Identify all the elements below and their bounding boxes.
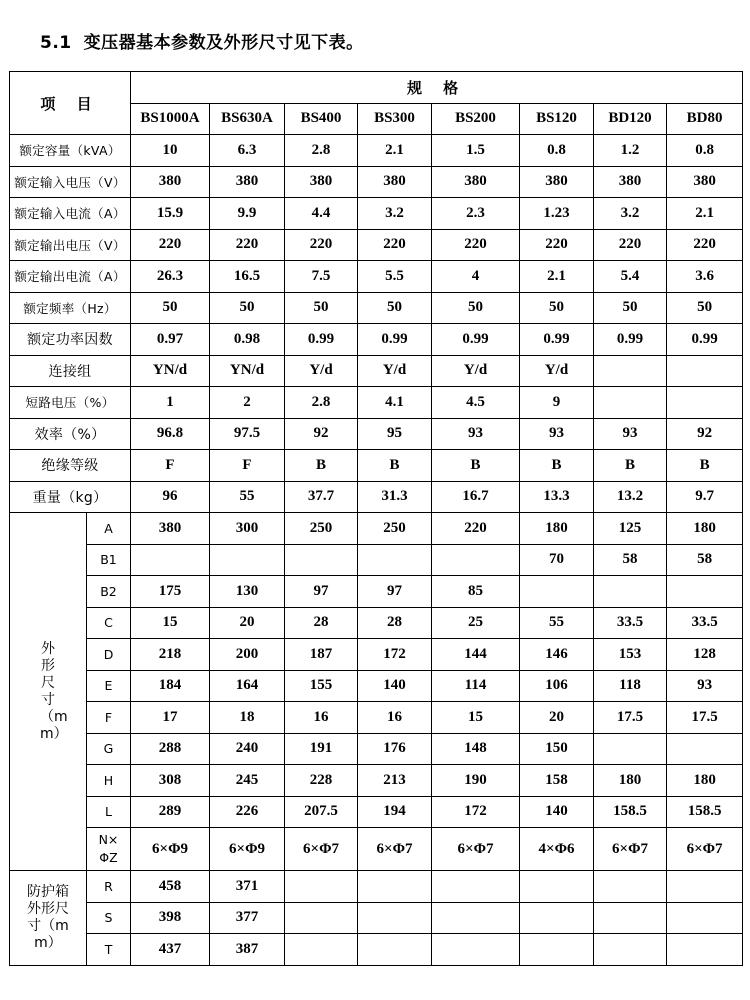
param-value: 4.5 — [432, 387, 520, 419]
box-dimension-value: 398 — [131, 902, 210, 934]
dimension-value: 16 — [358, 702, 432, 734]
dimension-code — [87, 513, 131, 545]
param-label: 额定频率（Hz） — [10, 292, 131, 324]
dimension-code-text: N×ΦZ — [98, 832, 119, 865]
dimension-value: 125 — [594, 513, 667, 545]
param-value: 13.2 — [594, 481, 667, 513]
param-value: 7.5 — [285, 261, 358, 293]
dimension-value: 4×Φ6 — [520, 828, 594, 871]
box-dimension-code: T — [87, 934, 131, 966]
box-dimension-value — [667, 871, 743, 903]
param-value: 4 — [432, 261, 520, 293]
dimension-code — [87, 607, 131, 639]
dimension-value: 245 — [210, 765, 285, 797]
param-value: 50 — [667, 292, 743, 324]
param-value: 220 — [131, 229, 210, 261]
param-value: Y/d — [520, 355, 594, 387]
dimension-value: 153 — [594, 639, 667, 671]
dimension-value: 380 — [131, 513, 210, 545]
param-value: 4.4 — [285, 198, 358, 230]
dimension-value: 194 — [358, 796, 432, 828]
param-row — [10, 450, 743, 482]
dimension-value: 114 — [432, 670, 520, 702]
section-title: 变压器基本参数及外形尺寸见下表。 — [83, 33, 364, 53]
dimension-value: 85 — [432, 576, 520, 608]
param-value: B — [432, 450, 520, 482]
param-label: 效率（%） — [10, 418, 131, 450]
param-value: 13.3 — [520, 481, 594, 513]
dimension-value: 28 — [285, 607, 358, 639]
param-value: 380 — [520, 166, 594, 198]
dimension-value: 106 — [520, 670, 594, 702]
dimension-value: 250 — [285, 513, 358, 545]
box-dimension-value — [358, 871, 432, 903]
box-dimension-value: 377 — [210, 902, 285, 934]
param-label: 绝缘等级 — [10, 450, 131, 482]
param-label: 额定输入电压（V） — [10, 166, 131, 198]
param-value: 93 — [520, 418, 594, 450]
param-value: YN/d — [131, 355, 210, 387]
dimension-group-text: 外形尺寸（mm） — [40, 640, 68, 742]
param-value: 96.8 — [131, 418, 210, 450]
param-value: Y/d — [432, 355, 520, 387]
dimension-row — [10, 733, 743, 765]
dimension-code-text: E — [104, 678, 113, 694]
dimension-code — [87, 639, 131, 671]
box-dimension-value — [667, 934, 743, 966]
dimension-value: 289 — [131, 796, 210, 828]
section-heading — [40, 28, 364, 53]
param-value: 50 — [210, 292, 285, 324]
box-dimension-value — [432, 871, 520, 903]
param-value: 3.6 — [667, 261, 743, 293]
box-dimension-value — [520, 902, 594, 934]
param-value: Y/d — [358, 355, 432, 387]
box-dimension-value — [520, 871, 594, 903]
dimension-value: 172 — [432, 796, 520, 828]
param-value: 3.2 — [594, 198, 667, 230]
box-dimension-code: R — [87, 871, 131, 903]
param-row — [10, 355, 743, 387]
param-value: YN/d — [210, 355, 285, 387]
dimension-code — [87, 765, 131, 797]
param-value: 0.99 — [358, 324, 432, 356]
param-row — [10, 229, 743, 261]
dimension-value: 240 — [210, 733, 285, 765]
box-dimension-value: 437 — [131, 934, 210, 966]
param-row — [10, 135, 743, 167]
dimension-code-text: G — [103, 741, 114, 757]
box-dimension-value — [358, 902, 432, 934]
dimension-value: 158 — [520, 765, 594, 797]
dimension-value: 155 — [285, 670, 358, 702]
section-number: 5.1 — [40, 33, 72, 53]
dimension-value: 6×Φ7 — [432, 828, 520, 871]
param-value: 50 — [432, 292, 520, 324]
param-value: 3.2 — [358, 198, 432, 230]
param-value: 0.8 — [520, 135, 594, 167]
dimension-value: 6×Φ9 — [131, 828, 210, 871]
dimension-value: 180 — [594, 765, 667, 797]
spec-header: 规 格 — [131, 72, 743, 104]
param-value: 96 — [131, 481, 210, 513]
param-value: 97.5 — [210, 418, 285, 450]
param-value — [594, 355, 667, 387]
param-value — [667, 387, 743, 419]
dimension-value: 228 — [285, 765, 358, 797]
param-value: 220 — [594, 229, 667, 261]
dimension-code-text: C — [104, 615, 113, 631]
param-value: B — [358, 450, 432, 482]
box-dimension-row — [10, 902, 743, 934]
param-value: 0.99 — [432, 324, 520, 356]
param-value: 0.8 — [667, 135, 743, 167]
box-dimension-value — [520, 934, 594, 966]
dimension-row — [10, 513, 743, 545]
dimension-value — [594, 576, 667, 608]
dimension-value: 180 — [667, 513, 743, 545]
param-value: 26.3 — [131, 261, 210, 293]
param-value: 0.99 — [285, 324, 358, 356]
dimension-value: 6×Φ7 — [667, 828, 743, 871]
param-value: 31.3 — [358, 481, 432, 513]
param-value: 380 — [594, 166, 667, 198]
param-value: 1.5 — [432, 135, 520, 167]
dimension-code-text: D — [103, 646, 114, 662]
box-dimension-code: S — [87, 902, 131, 934]
param-value: 9 — [520, 387, 594, 419]
param-label: 短路电压（%） — [10, 387, 131, 419]
dimension-value: 58 — [667, 544, 743, 576]
dimension-row — [10, 765, 743, 797]
param-value: 0.98 — [210, 324, 285, 356]
param-value: 9.7 — [667, 481, 743, 513]
param-value: 0.97 — [131, 324, 210, 356]
dimension-value: 118 — [594, 670, 667, 702]
dimension-code-text: L — [105, 804, 112, 820]
dimension-code — [87, 828, 131, 871]
model-name: BS400 — [285, 103, 358, 135]
dimension-value: 300 — [210, 513, 285, 545]
dimension-value: 58 — [594, 544, 667, 576]
param-value: 10 — [131, 135, 210, 167]
param-value: 92 — [285, 418, 358, 450]
param-value — [594, 387, 667, 419]
param-label: 额定输出电压（V） — [10, 229, 131, 261]
dimension-value — [594, 733, 667, 765]
param-label: 额定功率因数 — [10, 324, 131, 356]
param-label: 额定输入电流（A） — [10, 198, 131, 230]
dimension-value: 175 — [131, 576, 210, 608]
box-group-text: 防护箱外形尺寸（mm） — [27, 883, 69, 951]
dimension-value: 226 — [210, 796, 285, 828]
param-value: 50 — [520, 292, 594, 324]
param-value: 220 — [520, 229, 594, 261]
param-value: 2.1 — [520, 261, 594, 293]
param-value: 92 — [667, 418, 743, 450]
param-value: 220 — [358, 229, 432, 261]
dimension-value: 250 — [358, 513, 432, 545]
param-row — [10, 324, 743, 356]
dimension-value: 130 — [210, 576, 285, 608]
dimension-value: 17.5 — [594, 702, 667, 734]
param-value: 220 — [432, 229, 520, 261]
param-row — [10, 261, 743, 293]
dimension-code — [87, 544, 131, 576]
dimension-row — [10, 796, 743, 828]
dimension-value: 55 — [520, 607, 594, 639]
model-name: BD80 — [667, 103, 743, 135]
dimension-value: 6×Φ7 — [358, 828, 432, 871]
param-value: 380 — [667, 166, 743, 198]
dimension-row — [10, 544, 743, 576]
param-value: 0.99 — [520, 324, 594, 356]
dimension-row — [10, 828, 743, 871]
param-row — [10, 198, 743, 230]
box-dimension-value — [285, 902, 358, 934]
param-value: 95 — [358, 418, 432, 450]
param-value: 220 — [667, 229, 743, 261]
dimension-value: 220 — [432, 513, 520, 545]
dimension-value: 144 — [432, 639, 520, 671]
dimension-value: 172 — [358, 639, 432, 671]
model-name: BD120 — [594, 103, 667, 135]
box-dimension-value — [594, 934, 667, 966]
param-value: 380 — [210, 166, 285, 198]
box-dimension-value — [432, 934, 520, 966]
param-value: 2.8 — [285, 387, 358, 419]
dimension-code-text: B1 — [100, 552, 117, 568]
param-value: 5.4 — [594, 261, 667, 293]
dimension-value — [285, 544, 358, 576]
dimension-value: 150 — [520, 733, 594, 765]
param-value: 93 — [594, 418, 667, 450]
param-value: 0.99 — [667, 324, 743, 356]
dimension-value: 17 — [131, 702, 210, 734]
dimension-code-text: H — [103, 772, 114, 788]
param-value: 9.9 — [210, 198, 285, 230]
transformer-spec-table — [9, 71, 743, 966]
dimension-value: 158.5 — [667, 796, 743, 828]
dimension-code — [87, 576, 131, 608]
param-value: 220 — [285, 229, 358, 261]
dimension-row — [10, 639, 743, 671]
dimension-value: 140 — [520, 796, 594, 828]
dimension-row — [10, 607, 743, 639]
dimension-value: 128 — [667, 639, 743, 671]
param-value: 380 — [285, 166, 358, 198]
param-value: B — [285, 450, 358, 482]
param-value: 55 — [210, 481, 285, 513]
dimension-value: 308 — [131, 765, 210, 797]
param-value: 220 — [210, 229, 285, 261]
param-value: 37.7 — [285, 481, 358, 513]
dimension-row — [10, 670, 743, 702]
box-dimension-value — [358, 934, 432, 966]
param-label: 连接组 — [10, 355, 131, 387]
dimension-value — [210, 544, 285, 576]
model-name: BS1000A — [131, 103, 210, 135]
param-value: 1.2 — [594, 135, 667, 167]
param-value: B — [594, 450, 667, 482]
dimension-value: 184 — [131, 670, 210, 702]
dimension-value: 187 — [285, 639, 358, 671]
param-value: 50 — [131, 292, 210, 324]
dimension-value: 15 — [131, 607, 210, 639]
model-name: BS300 — [358, 103, 432, 135]
box-dimension-value: 387 — [210, 934, 285, 966]
dimension-value: 97 — [358, 576, 432, 608]
item-header: 项 目 — [10, 72, 131, 135]
param-value: 1.23 — [520, 198, 594, 230]
param-value: 380 — [432, 166, 520, 198]
param-value: 2.3 — [432, 198, 520, 230]
param-value: B — [520, 450, 594, 482]
box-group-label — [10, 871, 87, 966]
param-value: 5.5 — [358, 261, 432, 293]
dimension-code — [87, 733, 131, 765]
box-dimension-value — [594, 902, 667, 934]
dimension-code-text: B2 — [100, 583, 117, 599]
dimension-code — [87, 670, 131, 702]
dimension-value: 17.5 — [667, 702, 743, 734]
param-label: 重量（kg） — [10, 481, 131, 513]
dimension-value: 200 — [210, 639, 285, 671]
dimension-value: 16 — [285, 702, 358, 734]
param-value: 50 — [594, 292, 667, 324]
dimension-value: 191 — [285, 733, 358, 765]
param-row — [10, 418, 743, 450]
param-value: 50 — [358, 292, 432, 324]
box-dimension-value — [285, 934, 358, 966]
dimension-value: 70 — [520, 544, 594, 576]
dimension-value: 140 — [358, 670, 432, 702]
header-row — [10, 72, 743, 104]
param-value: 93 — [432, 418, 520, 450]
dimension-value: 33.5 — [594, 607, 667, 639]
param-label: 额定输出电流（A） — [10, 261, 131, 293]
param-value: 50 — [285, 292, 358, 324]
param-row — [10, 481, 743, 513]
box-dimension-row — [10, 871, 743, 903]
param-label: 额定容量（kVA） — [10, 135, 131, 167]
dimension-code — [87, 796, 131, 828]
dimension-value: 158.5 — [594, 796, 667, 828]
param-value: Y/d — [285, 355, 358, 387]
dimension-value — [667, 733, 743, 765]
dimension-value: 190 — [432, 765, 520, 797]
box-dimension-value — [432, 902, 520, 934]
param-value: F — [210, 450, 285, 482]
box-dimension-value — [285, 871, 358, 903]
param-value: 1 — [131, 387, 210, 419]
dimension-value — [432, 544, 520, 576]
dimension-code-text: F — [104, 709, 113, 725]
dimension-value — [358, 544, 432, 576]
param-value: 15.9 — [131, 198, 210, 230]
dimension-value: 6×Φ7 — [594, 828, 667, 871]
dimension-value: 20 — [520, 702, 594, 734]
model-name: BS200 — [432, 103, 520, 135]
dimension-value: 93 — [667, 670, 743, 702]
dimension-code — [87, 702, 131, 734]
param-value — [667, 355, 743, 387]
param-row — [10, 292, 743, 324]
dimension-row — [10, 576, 743, 608]
param-value: 2.1 — [667, 198, 743, 230]
dimension-value: 28 — [358, 607, 432, 639]
param-value: 380 — [131, 166, 210, 198]
param-row — [10, 387, 743, 419]
box-dimension-value: 458 — [131, 871, 210, 903]
box-dimension-value — [594, 871, 667, 903]
dimension-value: 6×Φ7 — [285, 828, 358, 871]
dimension-value: 25 — [432, 607, 520, 639]
dimension-value — [131, 544, 210, 576]
dimension-value: 164 — [210, 670, 285, 702]
dimension-value: 207.5 — [285, 796, 358, 828]
dimension-value — [667, 576, 743, 608]
model-name: BS630A — [210, 103, 285, 135]
dimension-value: 176 — [358, 733, 432, 765]
dimension-value: 180 — [520, 513, 594, 545]
param-value: 2 — [210, 387, 285, 419]
param-value: 0.99 — [594, 324, 667, 356]
dimension-value: 6×Φ9 — [210, 828, 285, 871]
dimension-value: 18 — [210, 702, 285, 734]
dimension-value: 97 — [285, 576, 358, 608]
dimension-value: 20 — [210, 607, 285, 639]
box-dimension-row — [10, 934, 743, 966]
dimension-value: 15 — [432, 702, 520, 734]
dimension-group-label — [10, 513, 87, 871]
dimension-value: 146 — [520, 639, 594, 671]
dimension-value: 33.5 — [667, 607, 743, 639]
box-dimension-value: 371 — [210, 871, 285, 903]
dimension-value: 180 — [667, 765, 743, 797]
param-value: 2.1 — [358, 135, 432, 167]
dimension-row — [10, 702, 743, 734]
param-value: 2.8 — [285, 135, 358, 167]
dimension-value — [520, 576, 594, 608]
param-value: 380 — [358, 166, 432, 198]
param-value: 6.3 — [210, 135, 285, 167]
dimension-value: 213 — [358, 765, 432, 797]
dimension-value: 218 — [131, 639, 210, 671]
param-value: 16.7 — [432, 481, 520, 513]
param-value: 16.5 — [210, 261, 285, 293]
param-value: F — [131, 450, 210, 482]
dimension-code-text: A — [104, 520, 113, 536]
dimension-value: 148 — [432, 733, 520, 765]
param-value: B — [667, 450, 743, 482]
dimension-value: 288 — [131, 733, 210, 765]
param-row — [10, 166, 743, 198]
box-dimension-value — [667, 902, 743, 934]
model-name: BS120 — [520, 103, 594, 135]
param-value: 4.1 — [358, 387, 432, 419]
